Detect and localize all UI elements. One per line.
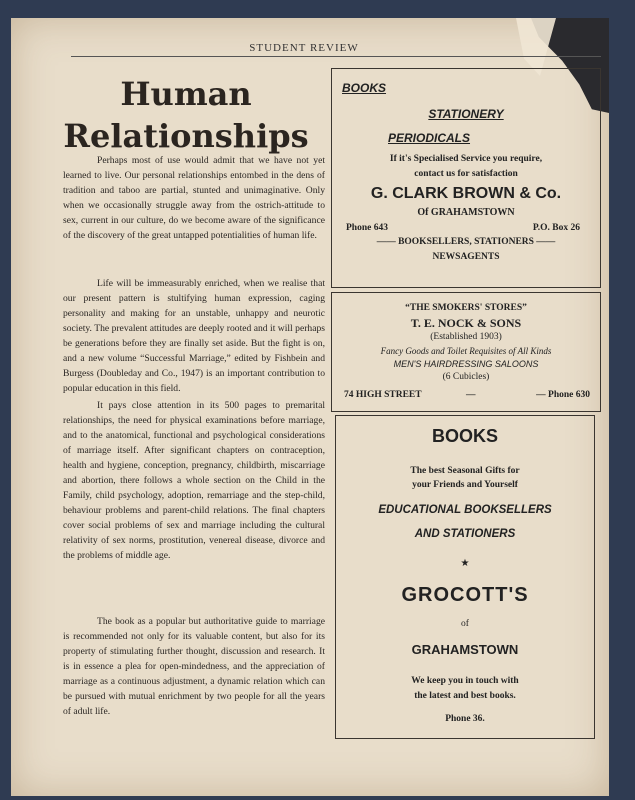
ad3-keep-2: the latest and best books.	[414, 691, 516, 701]
ad1-stationery: STATIONERY	[428, 107, 504, 121]
header-rule	[71, 56, 601, 57]
title-line-1: Human	[120, 75, 252, 113]
ad2-salon: MEN'S HAIRDRESSING SALOONS	[393, 359, 539, 369]
ad1-trade: —— BOOKSELLERS, STATIONERS ——	[376, 237, 556, 247]
ad1-town: Of GRAHAMSTOWN	[417, 207, 515, 218]
ad1-newsagents: NEWSAGENTS	[432, 252, 500, 262]
article-title	[51, 73, 321, 157]
ad-nock-sons	[331, 292, 601, 412]
ad1-po-box: P.O. Box 26	[532, 223, 580, 233]
ad1-phone: Phone 643	[346, 223, 388, 233]
ad1-tagline-1: If it's Specialised Service you require,	[389, 154, 543, 164]
article-paragraph-1: Perhaps most of use would admit that we have not yet learned to live. Our personal relationships entombed in the dens of tradition and taboo are partial, stunted and unimaginative. Only when we occasionally struggle away from the ostrich-attitude to sex, current in our culture, do we become aware of the significance of the discovery of the great untapped potentialities of human life.	[63, 155, 325, 241]
ad2-cubicles: (6 Cubicles)	[442, 372, 490, 382]
ad1-tagline-2: contact us for satisfaction	[414, 169, 518, 179]
ad3-stationers: AND STATIONERS	[414, 528, 516, 540]
article-paragraph-3: It pays close attention in its 500 pages to premarital relationships, the need for physical examinations before marriage, and to the anatomical, functional and psychological considerations of marriage itself. After significant chapters on contraception, health and hygiene, conception, pregnancy, childbirth, miscarriage and abortion, there follows a whole section on the Child in the Family, child psychology, adoption, remarriage and the step-child, behaviour problems and parent-child relations. The final chapters cover social problems of sex and marriage including the cultural relativity of sex norms, prostitution, venereal disease, divorce and the problems of middle age.	[63, 400, 325, 561]
ad2-company: T. E. NOCK & SONS	[410, 316, 522, 330]
ad2-goods: Fancy Goods and Toilet Requisites of All Kinds	[380, 346, 552, 356]
ad-grocotts	[335, 415, 595, 739]
running-header: STUDENT REVIEW	[249, 42, 359, 54]
ad2-phone: — Phone 630	[536, 390, 590, 400]
ad2-established: (Established 1903)	[430, 332, 502, 342]
ad3-of: of	[461, 619, 469, 629]
ad3-gift-2: your Friends and Yourself	[412, 480, 518, 490]
ad3-keep-1: We keep you in touch with	[411, 676, 519, 686]
ad3-town: GRAHAMSTOWN	[411, 642, 519, 657]
ad2-store: “THE SMOKERS' STORES”	[405, 303, 527, 313]
ad3-phone: Phone 36.	[445, 714, 485, 724]
star-icon: ★	[460, 558, 470, 569]
ad3-books: BOOKS	[431, 426, 498, 446]
ad3-gift-1: The best Seasonal Gifts for	[410, 466, 520, 476]
ad-clark-brown	[331, 68, 601, 288]
article-paragraph-4: The book as a popular but authoritative guide to marriage is recommended not only for its valuable content, but also for its property of stimulating further thought, discussion and research. It is in essence a plea for open-mindedness, and the appreciation of marriage as a continuous adjustment, a dynamic relation which can be pursued with mutual enrichment by two people for all the years of adult life.	[63, 616, 325, 717]
magazine-page	[11, 18, 609, 796]
title-line-2: Relationships	[63, 117, 309, 155]
ad3-company: GROCOTT'S	[401, 584, 529, 606]
ad2-address: 74 HIGH STREET	[344, 390, 422, 400]
ad1-periodicals: PERIODICALS	[388, 131, 471, 145]
article-paragraph-2: Life will be immeasurably enriched, when we realise that our present pattern is stultifying human expression, caging personality and making for an unstable, unhappy and neurotic society. The prevalent attitudes are deeply rooted and it will perhaps be generations before they are finally set aside. But the fight is on, and a new volume “Successful Marriage,” edited by Fishbein and Burgess (Doubleday and Co., 1947) is an important contribution to popular education in this field.	[63, 278, 325, 394]
ad1-company: G. CLARK BROWN & Co.	[370, 185, 562, 202]
ad2-dash: —	[466, 390, 476, 400]
ad3-educational: EDUCATIONAL BOOKSELLERS	[378, 504, 552, 516]
ad1-books: BOOKS	[342, 81, 387, 95]
